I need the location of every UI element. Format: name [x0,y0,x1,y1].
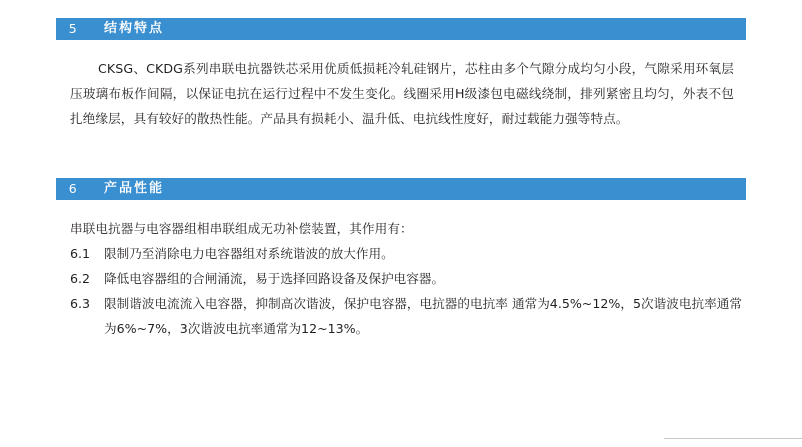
performance-list [70,241,742,341]
list-item-index: 6.1 [70,246,91,261]
list-item [70,291,742,341]
list-item [70,266,742,291]
section-title: 结构特点 [104,21,165,36]
list-item-text: 限制谐波电流流入电容器，抑制高次谐波，保护电容器，电抗器的电抗率 通常为4.5%~12%，5次谐波电抗率通常为6%~7%，3次谐波电抗率通常为12~13%。 [104,296,742,336]
section-header-performance [56,178,746,200]
section-performance-intro: 串联电抗器与电容器组相串联组成无功补偿装置，其作用有： [70,221,413,236]
section-title: 产品性能 [104,181,165,196]
footer-divider [664,438,802,439]
list-item-index: 6.3 [70,296,91,311]
list-item-text: 限制乃至消除电力电容器组对系统谐波的放大作用。 [104,246,394,261]
list-item-text: 降低电容器组的合闸涌流，易于选择回路设备及保护电容器。 [104,271,445,286]
section-header-structure [56,18,746,40]
section-number: 6 [68,181,78,196]
section-structure-paragraph: CKSG、CKDG系列串联电抗器铁芯采用优质低损耗冷轧硅钢片，芯柱由多个气隙分成均匀小段，气隙采用环氧层压玻璃布板作间隔，以保证电抗在运行过程中不发生变化。线圈采用H级漆包电磁线绕制，排列紧密且均匀，外表不包扎绝缘层，具有较好的散热性能。产品具有损耗小、温升低、电抗线性度好，耐过载能力强等特点。 [70,61,734,126]
list-item [70,241,742,266]
section-number: 5 [68,21,78,36]
list-item-index: 6.2 [70,271,91,286]
